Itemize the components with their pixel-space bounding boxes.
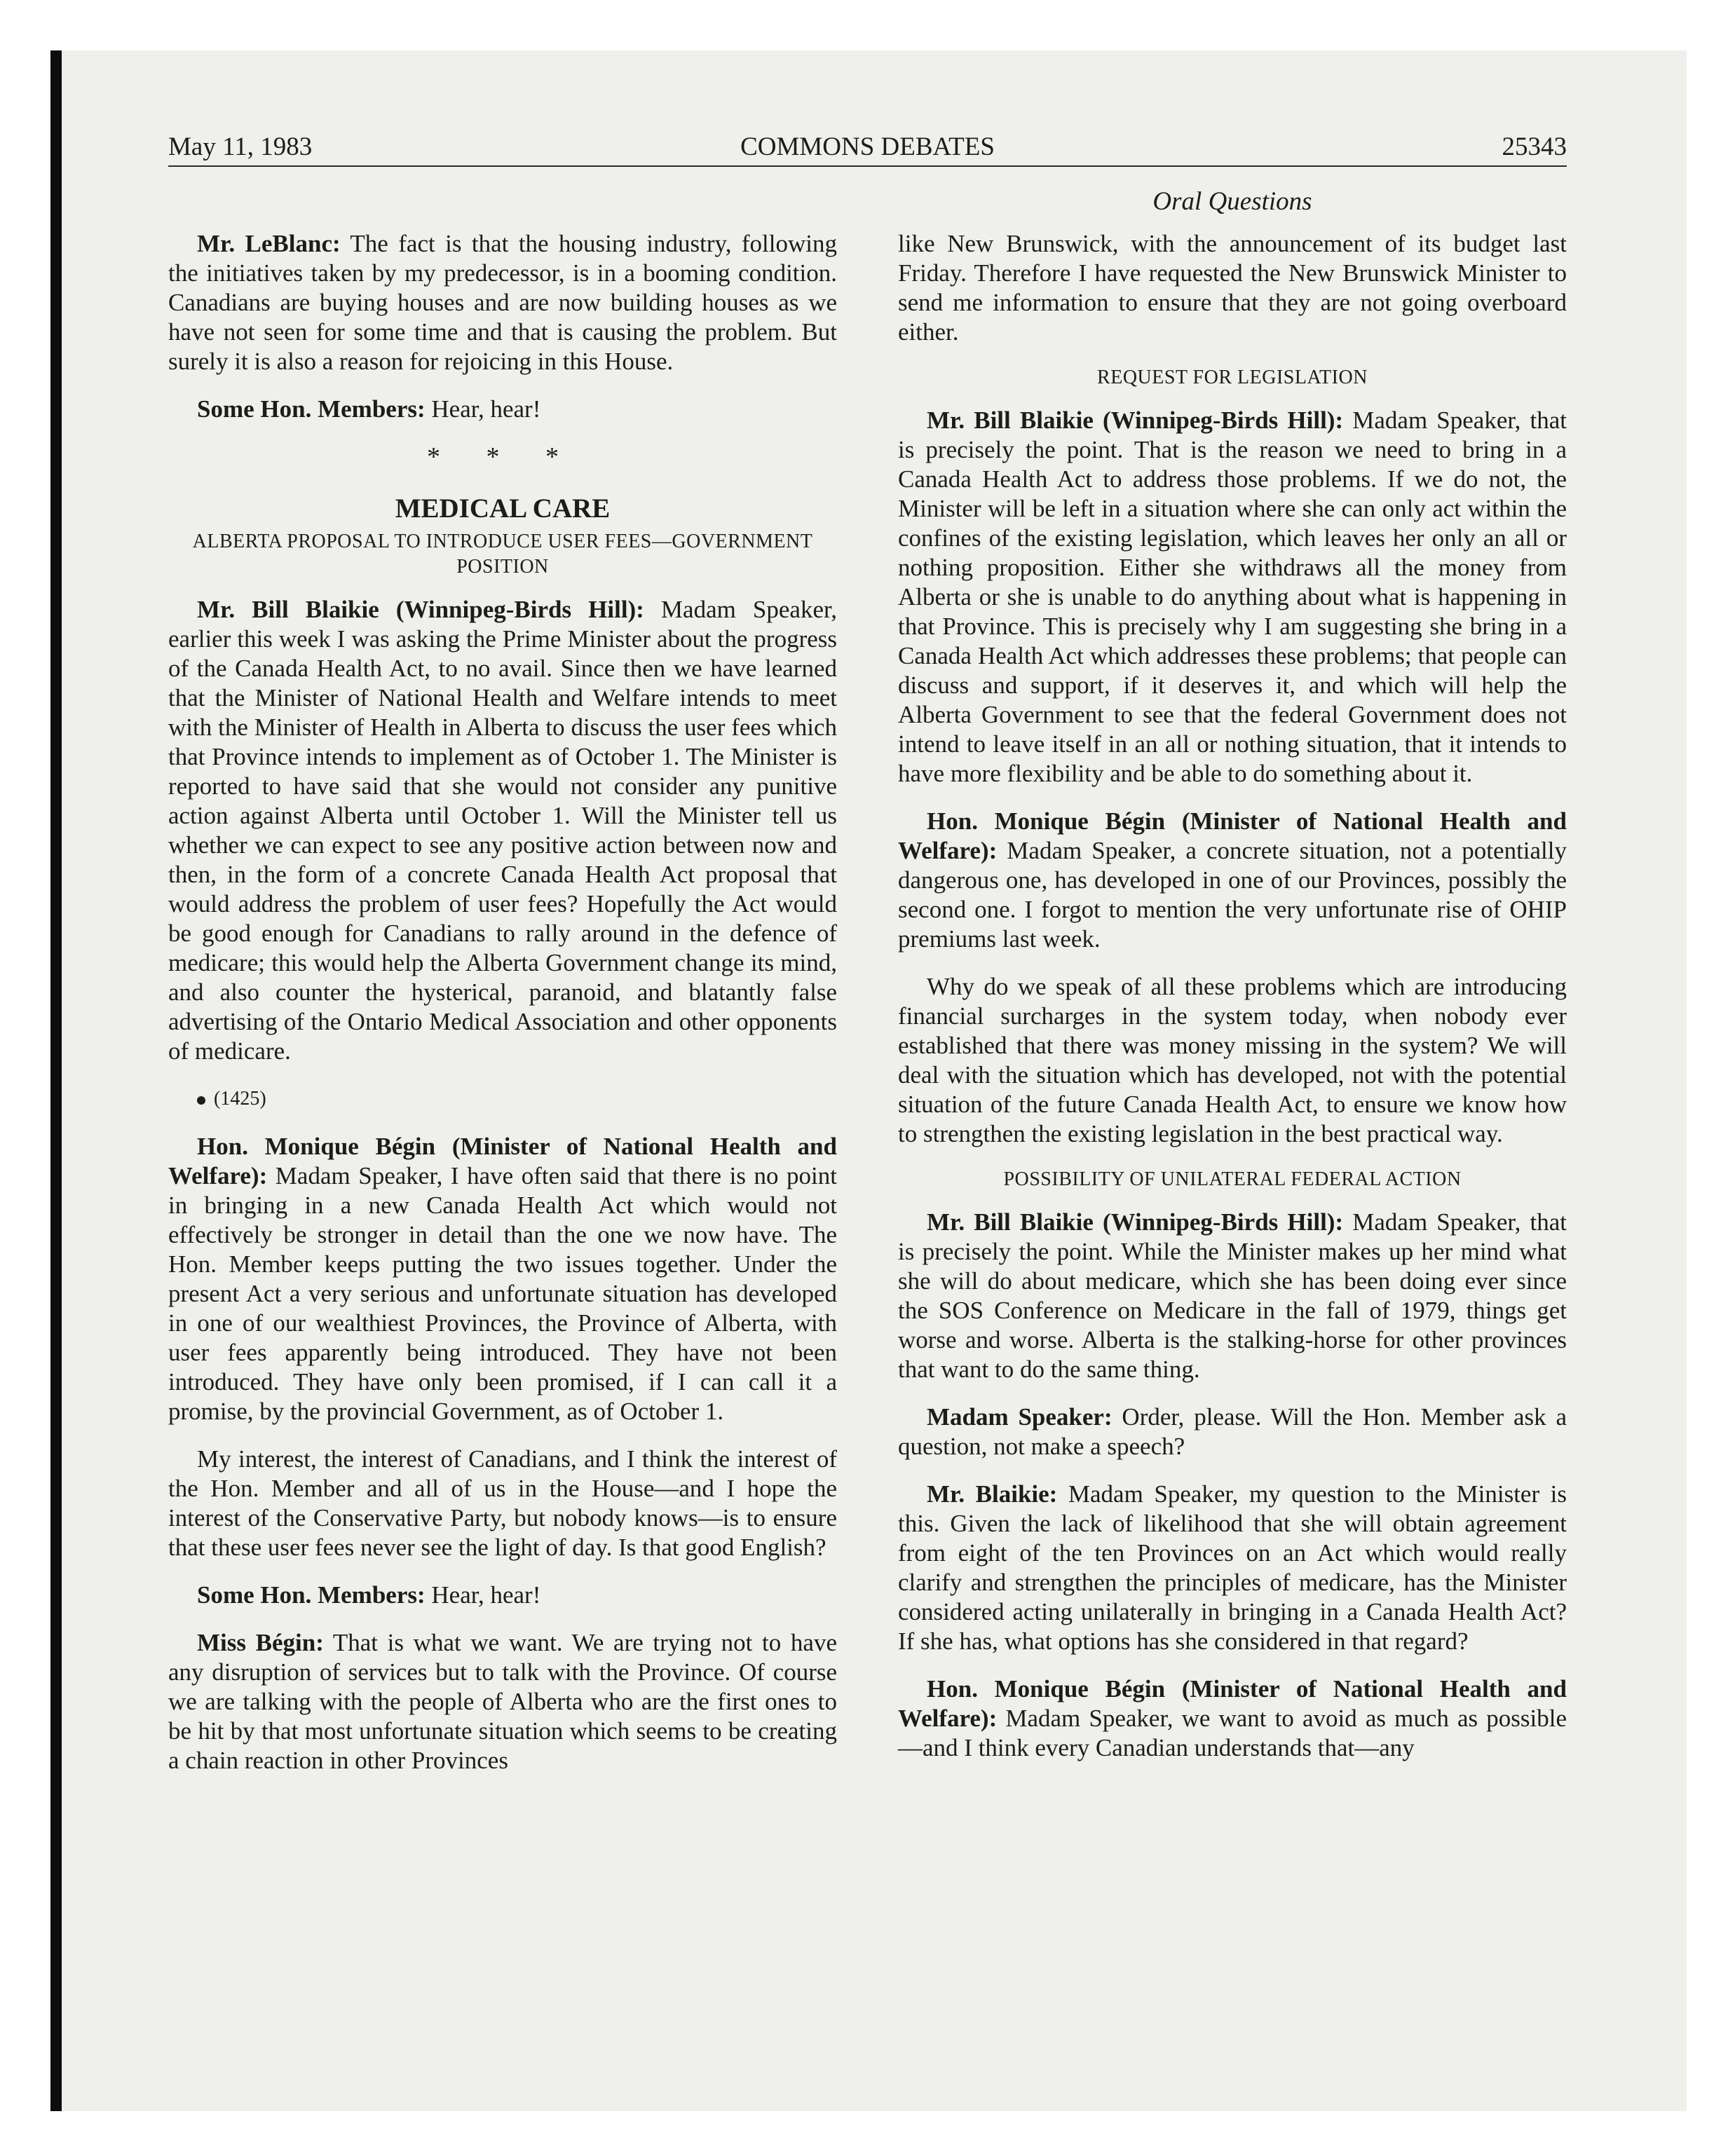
speech-text: Madam Speaker, that is precisely the point. That is the reason we need to bring in a Canada Health Act to address those problems. If we do not, the Minister will be left in a situation where she can only act within the confines of the existing legislation, which leaves her only an all or nothing proposition. Either she withdraws all the money from Alberta or she is unable to do anything about what is happening in that Province. This is precisely why I am suggesting she bring in a Canada Health Act which addresses these problems; that people can discuss and support, if it deserves it, and which will help the Alberta Government to see that the federal Government does not intend to leave itself in an all or nothing situation, that it intends to have more flexibility and be able to do something about it. <box>898 407 1567 787</box>
section-separator: * * * <box>427 442 578 472</box>
speaker-name: Hon. Monique Bégin (Minister of National Health and Welfare): <box>168 1133 837 1189</box>
speech-text: Madam Speaker, we want to avoid as much as possible—and I think every Canadian understands that—any <box>898 1705 1567 1761</box>
speech-text: That is what we want. We are trying not to have any disruption of services but to talk with the Province. Of course we are talking with the people of Alberta who are the first ones to be hit by that most unfortunate situation which seems to be creating a chain reaction in other Provinces <box>168 1629 837 1774</box>
speaker-name: Mr. Bill Blaikie (Winnipeg-Birds Hill): <box>197 596 644 623</box>
paragraph <box>898 1403 1567 1461</box>
header-page-number: 25343 <box>1502 132 1567 161</box>
speech-text: Madam Speaker, my question to the Minister is this. Given the lack of likelihood that she will obtain agreement from eight of the ten Provinces on an Act which would really clarify and strengthen the principles of medicare, has the Minister considered acting unilaterally in bringing in a Canada Health Act? If she has, what options has she considered in that regard? <box>898 1480 1567 1655</box>
paragraph <box>168 1132 837 1426</box>
speech-text: The fact is that the housing industry, following the initiatives taken by my predecessor, is in a booming condition. Canadians are buying houses and are now building houses as we have not seen for some time and that is causing the problem. But surely it is also a reason for rejoicing in this House. <box>168 230 837 375</box>
speaker-name: Madam Speaker: <box>927 1403 1113 1431</box>
section-label: Oral Questions <box>1152 187 1312 216</box>
header-title: COMMONS DEBATES <box>740 132 995 161</box>
subsection-heading: POSSIBILITY OF UNILATERAL FEDERAL ACTION <box>1003 1168 1462 1190</box>
right-column <box>898 229 1567 1781</box>
left-column <box>168 229 837 1794</box>
speaker-name: Mr. Bill Blaikie (Winnipeg-Birds Hill): <box>927 1208 1344 1236</box>
speaker-name: Hon. Monique Bégin (Minister of National Health and Welfare): <box>898 807 1567 864</box>
paragraph <box>898 1480 1567 1656</box>
binding-edge <box>50 50 62 2111</box>
speaker-name: Miss Bégin: <box>197 1629 324 1656</box>
speech-text: Madam Speaker, earlier this week I was asking the Prime Minister about the progress of the Canada Health Act, to no avail. Since then we have learned that the Minister of National Health and Welfare intends to meet with the Minister of Health in Alberta to discuss the user fees which that Province intends to implement as of October 1. The Minister is reported to have said that she would not consider any punitive action against Alberta until October 1. Will the Minister tell us whether we can expect to see any positive action between now and then, in the form of a concrete Canada Health Act proposal that would address the problem of user fees? Hopefully the Act would be good enough for Canadians to rally around in the defence of medicare; this would help the Alberta Government change its mind, and also counter the hysterical, paranoid, and blatantly false advertising of the Ontario Medical Association and other opponents of medicare. <box>168 596 837 1065</box>
speech-text: Hear, hear! <box>425 1581 541 1609</box>
subsection-heading: ALBERTA PROPOSAL TO INTRODUCE USER FEES—GOVERNMENT POSITION <box>192 531 813 578</box>
paragraph <box>168 229 837 376</box>
speech-text: Madam Speaker, a concrete situation, not a potentially dangerous one, has developed in one of our Provinces, possibly the second one. I forgot to mention the very unfortunate rise of OHIP premiums last week. <box>898 837 1567 953</box>
speaker-name: Mr. Blaikie: <box>927 1480 1058 1508</box>
paragraph <box>898 972 1567 1149</box>
paragraph <box>898 807 1567 954</box>
speech-text: Why do we speak of all these problems which are introducing financial surcharges in the system today, when nobody ever established that there was money missing in the system? We will deal with the situation which has developed, not with the potential situation of the future Canada Health Act, to ensure we know how to strengthen the existing legislation in the best practical way. <box>898 973 1567 1147</box>
paragraph <box>168 595 837 1066</box>
speaker-name: Hon. Monique Bégin (Minister of National Health and Welfare): <box>898 1675 1567 1732</box>
timestamp-text: (1425) <box>214 1088 266 1110</box>
paragraph <box>168 1581 837 1610</box>
speech-text: My interest, the interest of Canadians, and I think the interest of the Hon. Member and all of us in the House—and I hope the interest of the Conservative Party, but nobody knows—is to ensure that these user fees never see the light of day. Is that good English? <box>168 1445 837 1561</box>
bullet-icon <box>197 1096 205 1105</box>
speech-text: Order, please. Will the Hon. Member ask a question, not make a speech? <box>898 1403 1567 1460</box>
header-rule <box>168 165 1567 167</box>
speaker-name: Some Hon. Members: <box>197 1581 426 1609</box>
speech-text: Madam Speaker, I have often said that there is no point in bringing in a new Canada Health Act which would not effectively be stronger in detail than the one we now have. The Hon. Member keeps putting the two issues together. Under the present Act a very serious and unfortunate situation has developed in one of our wealthiest Provinces, the Province of Alberta, with user fees apparently being introduced. They have not been introduced. They have only been promised, if I can call it a promise, by the provincial Government, as of October 1. <box>168 1162 837 1425</box>
speaker-name: Mr. Bill Blaikie (Winnipeg-Birds Hill): <box>927 407 1344 434</box>
timestamp-marker <box>168 1084 837 1114</box>
paragraph <box>168 1628 837 1775</box>
paragraph <box>898 1674 1567 1763</box>
paragraph <box>898 229 1567 347</box>
paragraph <box>168 1445 837 1562</box>
subsection-heading: REQUEST FOR LEGISLATION <box>1097 367 1368 388</box>
paragraph <box>168 395 837 424</box>
section-heading: MEDICAL CARE <box>395 493 611 524</box>
paragraph <box>898 1208 1567 1384</box>
speaker-name: Some Hon. Members: <box>197 395 426 423</box>
speech-text: Hear, hear! <box>425 395 541 423</box>
speaker-name: Mr. LeBlanc: <box>197 230 341 257</box>
speech-text: like New Brunswick, with the announcement of its budget last Friday. Therefore I have requested the New Brunswick Minister to send me information to ensure that they are not going overboard either. <box>898 230 1567 346</box>
header-date: May 11, 1983 <box>168 132 313 161</box>
paragraph <box>898 406 1567 789</box>
speech-text: Madam Speaker, that is precisely the point. While the Minister makes up her mind what she will do about medicare, which she has been doing ever since the SOS Conference on Medicare in the fall of 1979, things get worse and worse. Alberta is the stalking-horse for other provinces that want to do the same thing. <box>898 1208 1567 1383</box>
